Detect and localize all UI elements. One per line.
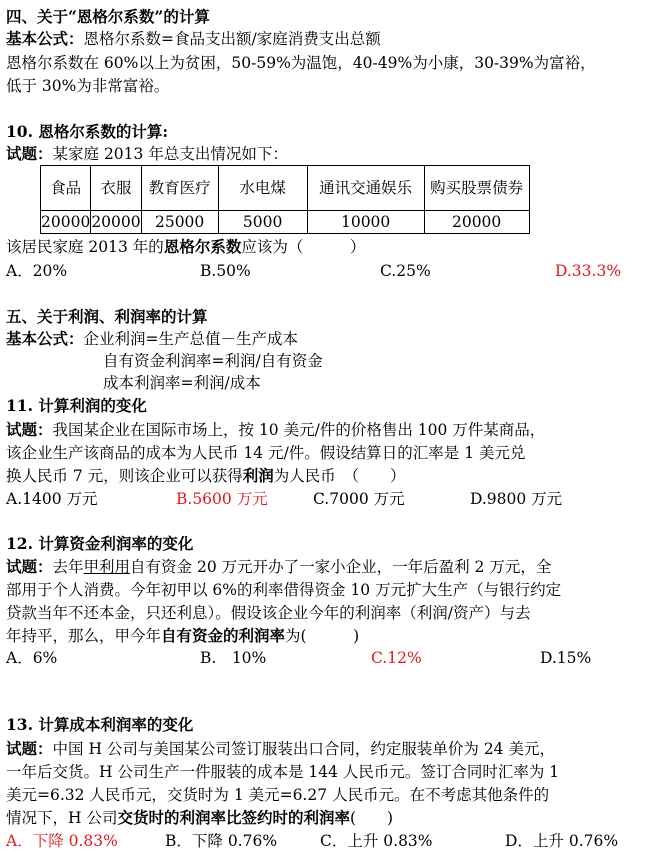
expense-table-value-row <box>41 211 530 234</box>
q11-title: 11. 计算利润的变化 <box>6 396 147 415</box>
table-cell: 25000 <box>141 211 218 234</box>
q10-option-c: C.25% <box>380 262 431 280</box>
q13-option-c: C．上升 0.83% <box>320 832 433 850</box>
table-cell: 20000 <box>424 211 529 234</box>
q11-line-2: 该企业生产该商品的成本为人民币 14 元/件。假设结算日的汇率是 1 美元兑 <box>6 444 526 462</box>
section5-formula-1: 基本公式：企业利润=生产总值－生产成本 <box>6 329 299 348</box>
q12-line-4: 年持平，那么，甲今年自有资金的利润率为( ) <box>6 626 360 645</box>
q13-title: 13. 计算成本利润率的变化 <box>6 715 194 734</box>
section5-formula-2: 自有资金利润率=利润/自有资金 <box>103 352 323 370</box>
q10-title: 10. 恩格尔系数的计算: <box>6 122 169 141</box>
q11-option-a: A.1400 万元 <box>6 490 98 508</box>
section5-formula-3: 成本利润率=利润/成本 <box>103 374 261 392</box>
q12-option-c-answer: C.12% <box>371 649 422 667</box>
expense-table-header-row <box>41 166 530 211</box>
q13-line-3: 美元=6.32 人民币元，交货时为 1 美元=6.27 人民币元。在不考虑其他条件的 <box>6 786 550 804</box>
q10-option-d-answer: D.33.3% <box>555 262 622 280</box>
table-cell: 10000 <box>307 211 424 234</box>
table-header: 教育医疗 <box>141 166 218 211</box>
q10-option-a: A．20% <box>6 262 68 280</box>
q12-option-a: A．6% <box>6 649 58 667</box>
table-header: 购买股票债券 <box>424 166 529 211</box>
table-cell: 20000 <box>91 211 141 234</box>
q11-line-3: 换人民币 7 元，则该企业可以获得利润为人民币 （ ） <box>6 466 406 485</box>
table-cell: 5000 <box>218 211 307 234</box>
q13-line-2: 一年后交货。H 公司生产一件服装的成本是 144 人民币元。签订合同时汇率为 1 <box>6 763 560 781</box>
q11-option-b-answer: B.5600 万元 <box>176 490 268 508</box>
q13-line-4: 情况下，H 公司交货时的利润率比签约时的利润率( ) <box>6 808 394 827</box>
q13-option-d: D．上升 0.76% <box>505 832 619 850</box>
table-cell: 20000 <box>41 211 91 234</box>
section4-desc-1: 恩格尔系数在 60%以上为贫困，50-59%为温饱，40-49%为小康，30-39%为富裕， <box>6 54 596 72</box>
q10-option-b: B.50% <box>200 262 251 280</box>
q12-option-d: D.15% <box>540 649 592 667</box>
q12-option-b: B. 10% <box>200 649 267 667</box>
q12-title: 12. 计算资金利润率的变化 <box>6 534 194 553</box>
expense-table <box>40 165 530 234</box>
section4-formula: 基本公式：恩格尔系数=食品支出额/家庭消费支出总额 <box>6 29 381 48</box>
q10-intro: 试题：某家庭 2013 年总支出情况如下： <box>6 144 288 163</box>
q12-line-1: 试题：去年甲利用自有资金 20 万元开办了一家小企业，一年后盈利 2 万元，全 <box>6 557 552 576</box>
q12-line-3: 贷款当年不还本金，只还利息）。假设该企业今年的利润率（利润/资产）与去 <box>6 604 531 622</box>
q11-line-1: 试题：我国某企业在国际市场上，按 10 美元/件的价格售出 100 万件某商品， <box>6 420 546 439</box>
q11-option-c: C.7000 万元 <box>313 490 405 508</box>
q13-option-b: B．下降 0.76% <box>165 832 278 850</box>
section4-desc-2: 低于 30%为非常富裕。 <box>6 77 170 95</box>
table-header: 水电煤 <box>218 166 307 211</box>
q11-option-d: D.9800 万元 <box>470 490 563 508</box>
table-header: 通讯交通娱乐 <box>307 166 424 211</box>
table-header: 衣服 <box>91 166 141 211</box>
section4-title: 四、关于“恩格尔系数”的计算 <box>6 7 210 26</box>
q13-option-a-answer: A．下降 0.83% <box>6 832 118 850</box>
q10-question: 该居民家庭 2013 年的恩格尔系数应该为（ ） <box>6 237 366 256</box>
table-header: 食品 <box>41 166 91 211</box>
q13-line-1: 试题：中国 H 公司与美国某公司签订服装出口合同，约定服装单价为 24 美元， <box>6 739 555 758</box>
section5-title: 五、关于利润、利润率的计算 <box>6 307 208 326</box>
q12-line-2: 部用于个人消费。今年初甲以 6%的利率借得资金 10 万元扩大生产（与银行约定 <box>6 581 562 599</box>
